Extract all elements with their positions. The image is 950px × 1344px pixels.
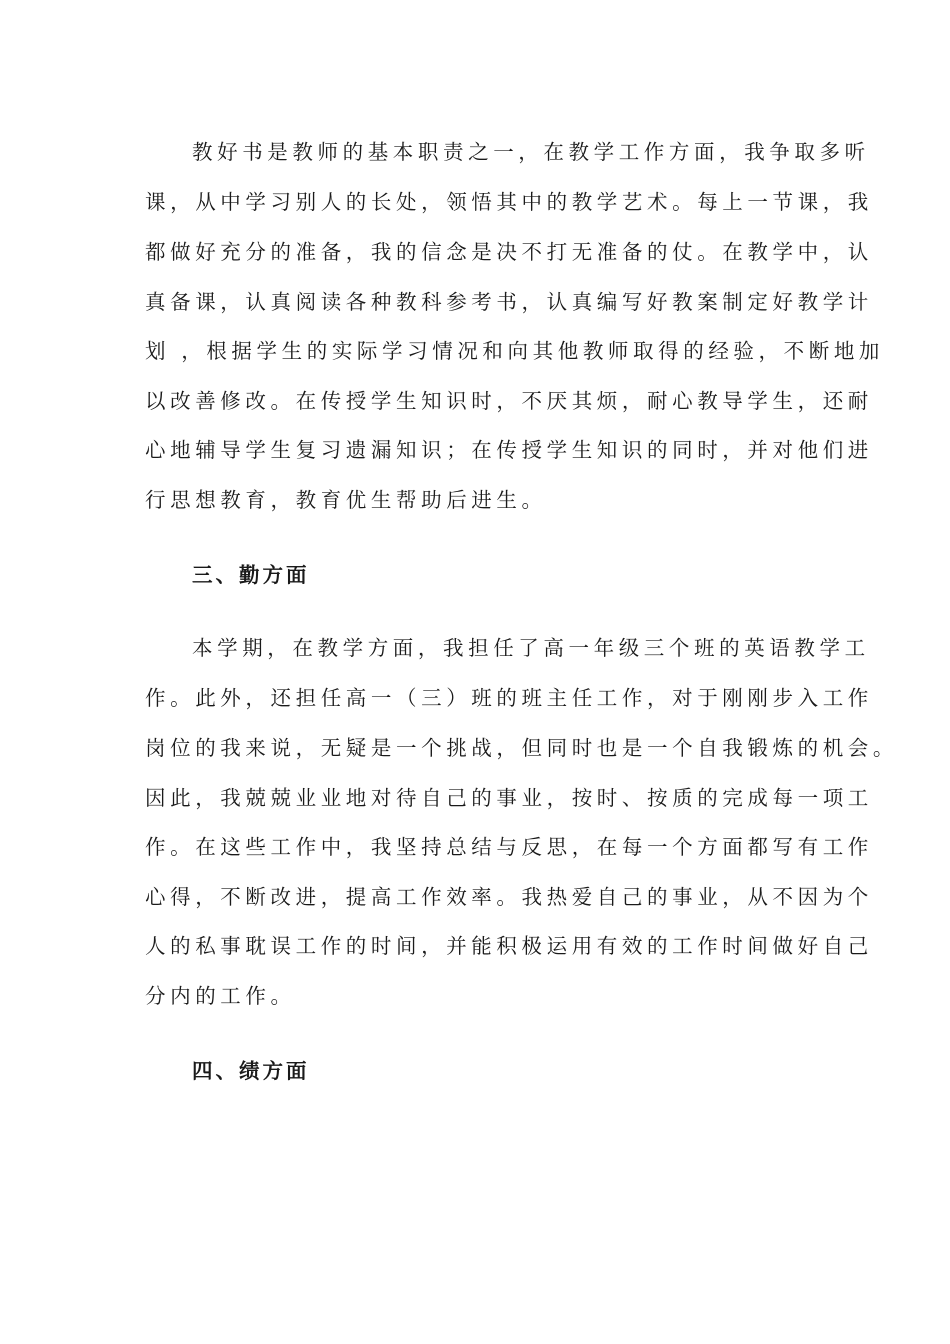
paragraph-1-line-8: 行思想教育，教育优生帮助后进生。	[145, 488, 547, 512]
paragraph-1-line-6: 以改善修改。在传授学生知识时，不厌其烦，耐心教导学生，还耐	[145, 389, 873, 413]
paragraph-2-line-3: 岗位的我来说，无疑是一个挑战，但同时也是一个自我锻炼的机会。	[145, 736, 898, 760]
paragraph-2-line-5: 作。在这些工作中，我坚持总结与反思，在每一个方面都写有工作	[145, 835, 873, 859]
paragraph-2-line-4: 因此，我兢兢业业地对待自己的事业，按时、按质的完成每一项工	[145, 786, 873, 810]
paragraph-1-line-2: 课，从中学习别人的长处，领悟其中的教学艺术。每上一节课，我	[145, 190, 873, 214]
paragraph-1-line-3: 都做好充分的准备，我的信念是决不打无准备的仗。在教学中，认	[145, 240, 873, 264]
paragraph-1-line-5: 划 ，根据学生的实际学习情况和向其他教师取得的经验，不断地加	[145, 339, 885, 363]
paragraph-1-line-7: 心地辅导学生复习遗漏知识；在传授学生知识的同时，并对他们进	[145, 438, 873, 462]
section-heading-3: 三、勤方面	[192, 563, 310, 587]
paragraph-1-line-4: 真备课，认真阅读各种教科参考书，认真编写好教案制定好教学计	[145, 290, 873, 314]
paragraph-2-line-2: 作。此外，还担任高一（三）班的班主任工作，对于刚刚步入工作	[145, 686, 873, 710]
paragraph-2-line-8: 分内的工作。	[145, 984, 296, 1008]
paragraph-2-line-1: 本学期，在教学方面，我担任了高一年级三个班的英语教学工	[192, 636, 870, 660]
section-heading-4: 四、绩方面	[192, 1059, 310, 1083]
paragraph-1-line-1: 教好书是教师的基本职责之一，在教学工作方面，我争取多听	[192, 140, 870, 164]
paragraph-2-line-6: 心得，不断改进，提高工作效率。我热爱自己的事业，从不因为个	[145, 885, 873, 909]
paragraph-2-line-7: 人的私事耽误工作的时间，并能积极运用有效的工作时间做好自己	[145, 934, 873, 958]
